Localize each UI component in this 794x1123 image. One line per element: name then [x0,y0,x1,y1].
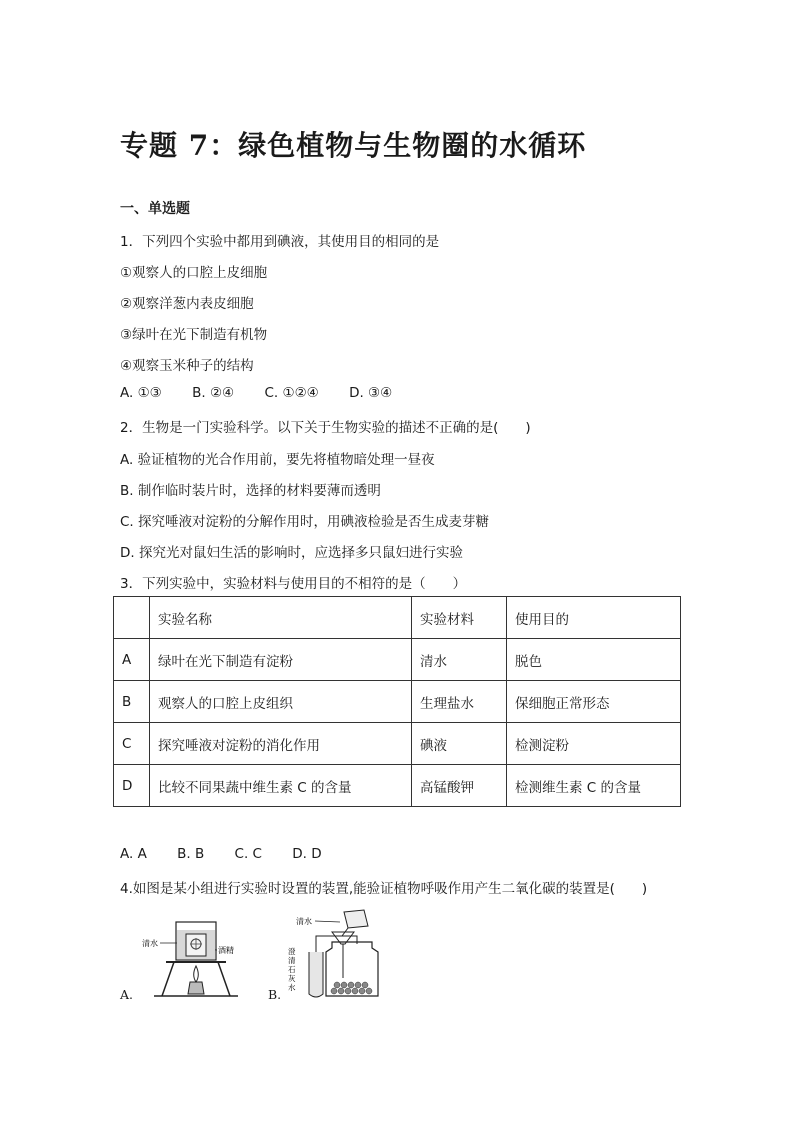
table-header-row [114,597,681,639]
table-cell: 探究唾液对淀粉的消化作用 [150,723,412,765]
q3-options [120,846,348,862]
fig-a-label-water: 清水 [142,939,158,948]
fig-b-label-limewater [288,946,296,992]
svg-text:清: 清 [288,956,296,965]
table-header-cell [114,597,150,639]
table-cell: B [114,681,150,723]
q2-option-b[interactable]: B. 制作临时装片时，选择的材料要薄而透明 [120,483,381,499]
table-cell: 生理盐水 [412,681,507,723]
flame-icon [194,966,199,982]
q1-option-d[interactable]: D. ③④ [349,385,393,401]
table-row [114,639,681,681]
table-cell: C [114,723,150,765]
table-header-cell: 使用目的 [507,597,681,639]
q3-option-d[interactable]: D. D [292,846,322,862]
q3-table [113,596,681,807]
table-header-cell: 实验材料 [412,597,507,639]
table-cell: 比较不同果蔬中维生素 C 的含量 [150,765,412,807]
table-cell: 绿叶在光下制造有淀粉 [150,639,412,681]
q2-option-c[interactable]: C. 探究唾液对淀粉的分解作用时，用碘液检验是否生成麦芽糖 [120,514,490,530]
svg-text:水: 水 [288,983,296,992]
q3-option-c[interactable]: C. C [234,846,262,862]
q1-option-b[interactable]: B. ②④ [192,385,235,401]
water-bath-apparatus-figure [132,916,252,1000]
table-cell: 检测维生素 C 的含量 [507,765,681,807]
q4-stem: 4.如图是某小组进行实验时设置的装置,能验证植物呼吸作用产生二氧化碳的装置是( ) [120,881,648,897]
table-cell: 清水 [412,639,507,681]
q1-option-c[interactable]: C. ①②④ [264,385,319,401]
fig-a-label-alcohol: 酒精 [218,946,234,955]
svg-text:澄: 澄 [288,947,296,956]
q1-options [120,385,418,401]
table-row [114,765,681,807]
table-cell: D [114,765,150,807]
pouring-beaker-icon [344,910,368,928]
table-cell: 高锰酸钾 [412,765,507,807]
q2-option-a[interactable]: A. 验证植物的光合作用前，要先将植物暗处理一昼夜 [120,452,435,468]
page-title: 专题 7：绿色植物与生物圈的水循环 [120,129,587,162]
q4-option-a-label[interactable]: A. [120,987,134,1002]
q1-option-a[interactable]: A. ①③ [120,385,162,401]
limewater-apparatus-figure [282,908,392,1000]
q1-item: ③绿叶在光下制造有机物 [120,327,268,343]
q2-option-d[interactable]: D. 探究光对鼠妇生活的影响时，应选择多只鼠妇进行实验 [120,545,463,561]
fig-b-label-water: 清水 [296,917,312,926]
q4-option-b-label[interactable]: B. [268,987,282,1002]
q1-item: ①观察人的口腔上皮细胞 [120,265,268,281]
table-row [114,681,681,723]
table-cell: 观察人的口腔上皮组织 [150,681,412,723]
q1-stem: 1．下列四个实验中都用到碘液，其使用目的相同的是 [120,234,440,250]
table-row [114,723,681,765]
q3-option-b[interactable]: B. B [177,846,205,862]
seeds-icon [331,982,372,994]
svg-text:灰: 灰 [288,974,296,983]
table-cell: 碘液 [412,723,507,765]
table-cell: 脱色 [507,639,681,681]
svg-text:石: 石 [288,965,296,974]
alcohol-lamp-icon [188,982,204,994]
q3-stem: 3．下列实验中，实验材料与使用目的不相符的是（ ） [120,576,467,592]
q1-item: ②观察洋葱内表皮细胞 [120,296,254,312]
table-cell: 保细胞正常形态 [507,681,681,723]
q2-stem: 2．生物是一门实验科学。以下关于生物实验的描述不正确的是( ) [120,420,531,436]
section-heading: 一、单选题 [120,201,190,217]
table-cell: 检测淀粉 [507,723,681,765]
table-cell: A [114,639,150,681]
q1-item: ④观察玉米种子的结构 [120,358,254,374]
table-header-cell: 实验名称 [150,597,412,639]
q3-option-a[interactable]: A. A [120,846,147,862]
test-tube-icon [309,952,323,997]
